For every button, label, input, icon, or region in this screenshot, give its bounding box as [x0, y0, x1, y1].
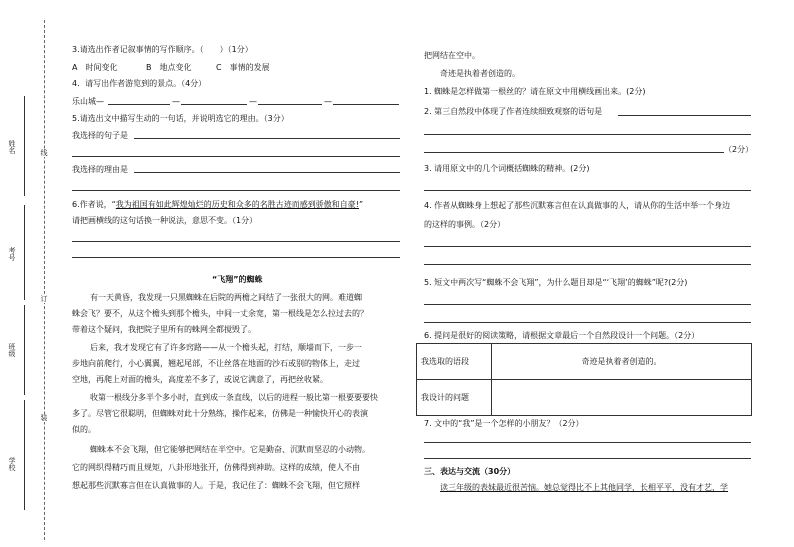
question-6	[72, 199, 363, 210]
binding-line	[44, 20, 45, 540]
q6-quote-close: ”	[359, 200, 364, 209]
row2-label: 我设计的问题	[417, 380, 492, 416]
name-label: 姓名	[8, 140, 16, 155]
r-q5-line-1[interactable]	[424, 304, 751, 305]
q6-lead: 6.作者说，“	[72, 200, 116, 209]
q4-blank-1[interactable]	[108, 104, 170, 105]
binding-mark-order: 订	[40, 295, 48, 303]
name-underline	[24, 96, 25, 196]
q6-answer-line-2[interactable]	[72, 257, 400, 258]
r-q2-score: （2分）	[724, 145, 754, 154]
r-q4-line-1[interactable]	[424, 246, 751, 247]
passage-continuation: 把网结在空中。	[424, 51, 480, 60]
passage-p3-line-1: 收第一根线分多半个多小时，直到成一条直线，以后的进程一般比第一根要要要快	[90, 393, 378, 402]
q5-reason-line-1[interactable]	[134, 172, 400, 173]
passage-p1-line-2: 蛛会飞？要不，从这个檐头到那个檐头，中间一丈余宽，第一根线是怎么拉过去的？	[72, 309, 368, 318]
table-row	[417, 380, 752, 416]
passage-p2-line-3: 空地，再爬上对面的檐头，高度差不多了，或说它满意了，再把丝收紧。	[72, 375, 328, 384]
q5-reason-label: 我选择的理由是	[72, 165, 128, 174]
section-3-title: 三、表达与交流（30分）	[424, 467, 516, 476]
row1-value[interactable]: 奇迹是执着者创造的。	[492, 344, 752, 380]
row1-label: 我选取的语段	[417, 344, 492, 380]
q4-blank-3[interactable]	[258, 104, 322, 105]
passage-motto: 奇迹是执着者创造的。	[440, 69, 520, 78]
passage-p3-line-2: 多了。尽管它很聪明，但蜘蛛对此十分熟练，操作起来，仿佛是一种愉快开心的表演	[72, 409, 368, 418]
q6-quote: 我为祖国有如此辉煌灿烂的历史和众多的名胜古迹而感到骄傲和自豪!	[115, 200, 359, 209]
q4-dash-3: —	[324, 97, 332, 106]
r-question-4-line-2: 的这样的事例。（2分）	[424, 220, 506, 229]
question-5: 5.请选出文中描写生动的一句话，并说明选它的理由。（3分）	[72, 114, 289, 123]
question-3: 3.请选出作者记叙事情的写作顺序。（ ）（1分）	[72, 45, 253, 54]
passage-p4-line-3: 想起那些沉默寡言但在认真做事的人。于是，我记住了：蜘蛛不会飞翔，但它照样	[72, 481, 360, 490]
q6-instruction: 请把画横线的这句话换一种说法，意思不变。（1分）	[72, 216, 258, 225]
r-q2-line-3[interactable]	[424, 152, 724, 153]
r-q2-line-1[interactable]	[618, 115, 751, 116]
section-3-text: 读三年级的表妹最近很苦恼。她总觉得比不上其他同学，长相平平，没有才艺，学	[440, 483, 728, 492]
q3-option-c[interactable]: C 事情的发展	[216, 63, 270, 72]
school-underline	[24, 400, 25, 510]
r-q3-line[interactable]	[424, 190, 751, 191]
binding-mark-bind: 装	[40, 414, 48, 422]
school-label: 学校	[8, 457, 16, 472]
passage-p3-line-3: 似的。	[72, 425, 96, 434]
q4-prefix: 乐山城—	[72, 97, 104, 106]
passage-p1-line-1: 有一天黄昏，我发现一只黑蜘蛛在后院的两檐之间结了一张很大的网。难道蜘	[90, 293, 362, 302]
passage-p4-line-2: 它的网织得精巧而且规矩，八卦形地张开，仿佛得到神助。这样的成绩，使人不由	[72, 463, 360, 472]
q4-dash-1: —	[172, 97, 180, 106]
q4-blank-4[interactable]	[333, 104, 399, 105]
r-question-1: 1. 蜘蛛是怎样做第一根丝的？请在原文中用横线画出来。(2分)	[424, 87, 646, 96]
r-q2-line-2[interactable]	[424, 134, 751, 135]
q4-blank-2[interactable]	[181, 104, 247, 105]
passage-p1-line-3: 带着这个疑问，我把院子里所有的蛛网全都搅毁了。	[72, 325, 256, 334]
r-question-6: 6. 提问是很好的阅读策略，请根据文章最后一个自然段设计一个问题。（2分）	[424, 331, 700, 340]
r-question-5: 5. 短文中两次写“蜘蛛不会飞翔”，为什么题目却是“‘飞翔’的蜘蛛”呢?(2分)	[424, 278, 688, 287]
r-q4-line-2[interactable]	[424, 264, 751, 265]
r-question-2: 2. 第三自然段中体现了作者连续细致观察的语句是	[424, 107, 603, 116]
r-question-3: 3. 请用原文中的几个词概括蜘蛛的精神。(2分)	[424, 164, 590, 173]
passage-p2-line-2: 步地向前爬行，小心翼翼，翘起尾部，不让丝落在地面的沙石或别的物体上，走过	[72, 359, 360, 368]
q5-sentence-line-2[interactable]	[72, 156, 400, 157]
q3-option-a[interactable]: A 时间变化	[72, 63, 118, 72]
exam-number-underline	[24, 205, 25, 300]
q5-sentence-line-1[interactable]	[134, 138, 400, 139]
r-question-7: 7. 文中的“我”是一个怎样的小朋友？（2分）	[424, 419, 584, 428]
q6-answer-line-1[interactable]	[72, 241, 400, 242]
row2-value[interactable]	[492, 380, 752, 416]
question-design-table	[416, 343, 752, 416]
class-underline	[24, 305, 25, 395]
r-q7-line-2[interactable]	[424, 458, 751, 459]
binding-mark-line: 线	[40, 149, 48, 157]
passage-p2-line-1: 后来，我才发现它有了许多窍路——从一个檐头起，打结，顺墙而下，一步一	[90, 343, 362, 352]
r-question-4-line-1: 4. 作者从蜘蛛身上想起了那些沉默寡言但在认真做事的人，请从你的生活中举一个身边	[424, 201, 731, 210]
passage-p4-line-1: 蜘蛛本不会飞翔，但它能够把网结在半空中。它是勤奋、沉默而坚忍的小动物。	[90, 445, 370, 454]
table-row	[417, 344, 752, 380]
q5-sentence-label: 我选择的句子是	[72, 131, 128, 140]
q4-dash-2: —	[249, 97, 257, 106]
passage-title: “飞翔”的蜘蛛	[212, 275, 263, 284]
q5-reason-line-2[interactable]	[72, 190, 400, 191]
question-4: 4．请写出作者游览到的景点。（4分）	[72, 79, 207, 88]
exam-number-label: 考号	[8, 247, 16, 262]
r-q5-line-2[interactable]	[424, 322, 751, 323]
q3-option-b[interactable]: B 地点变化	[146, 63, 192, 72]
r-q7-line-1[interactable]	[424, 442, 751, 443]
class-label: 班级	[8, 343, 16, 358]
